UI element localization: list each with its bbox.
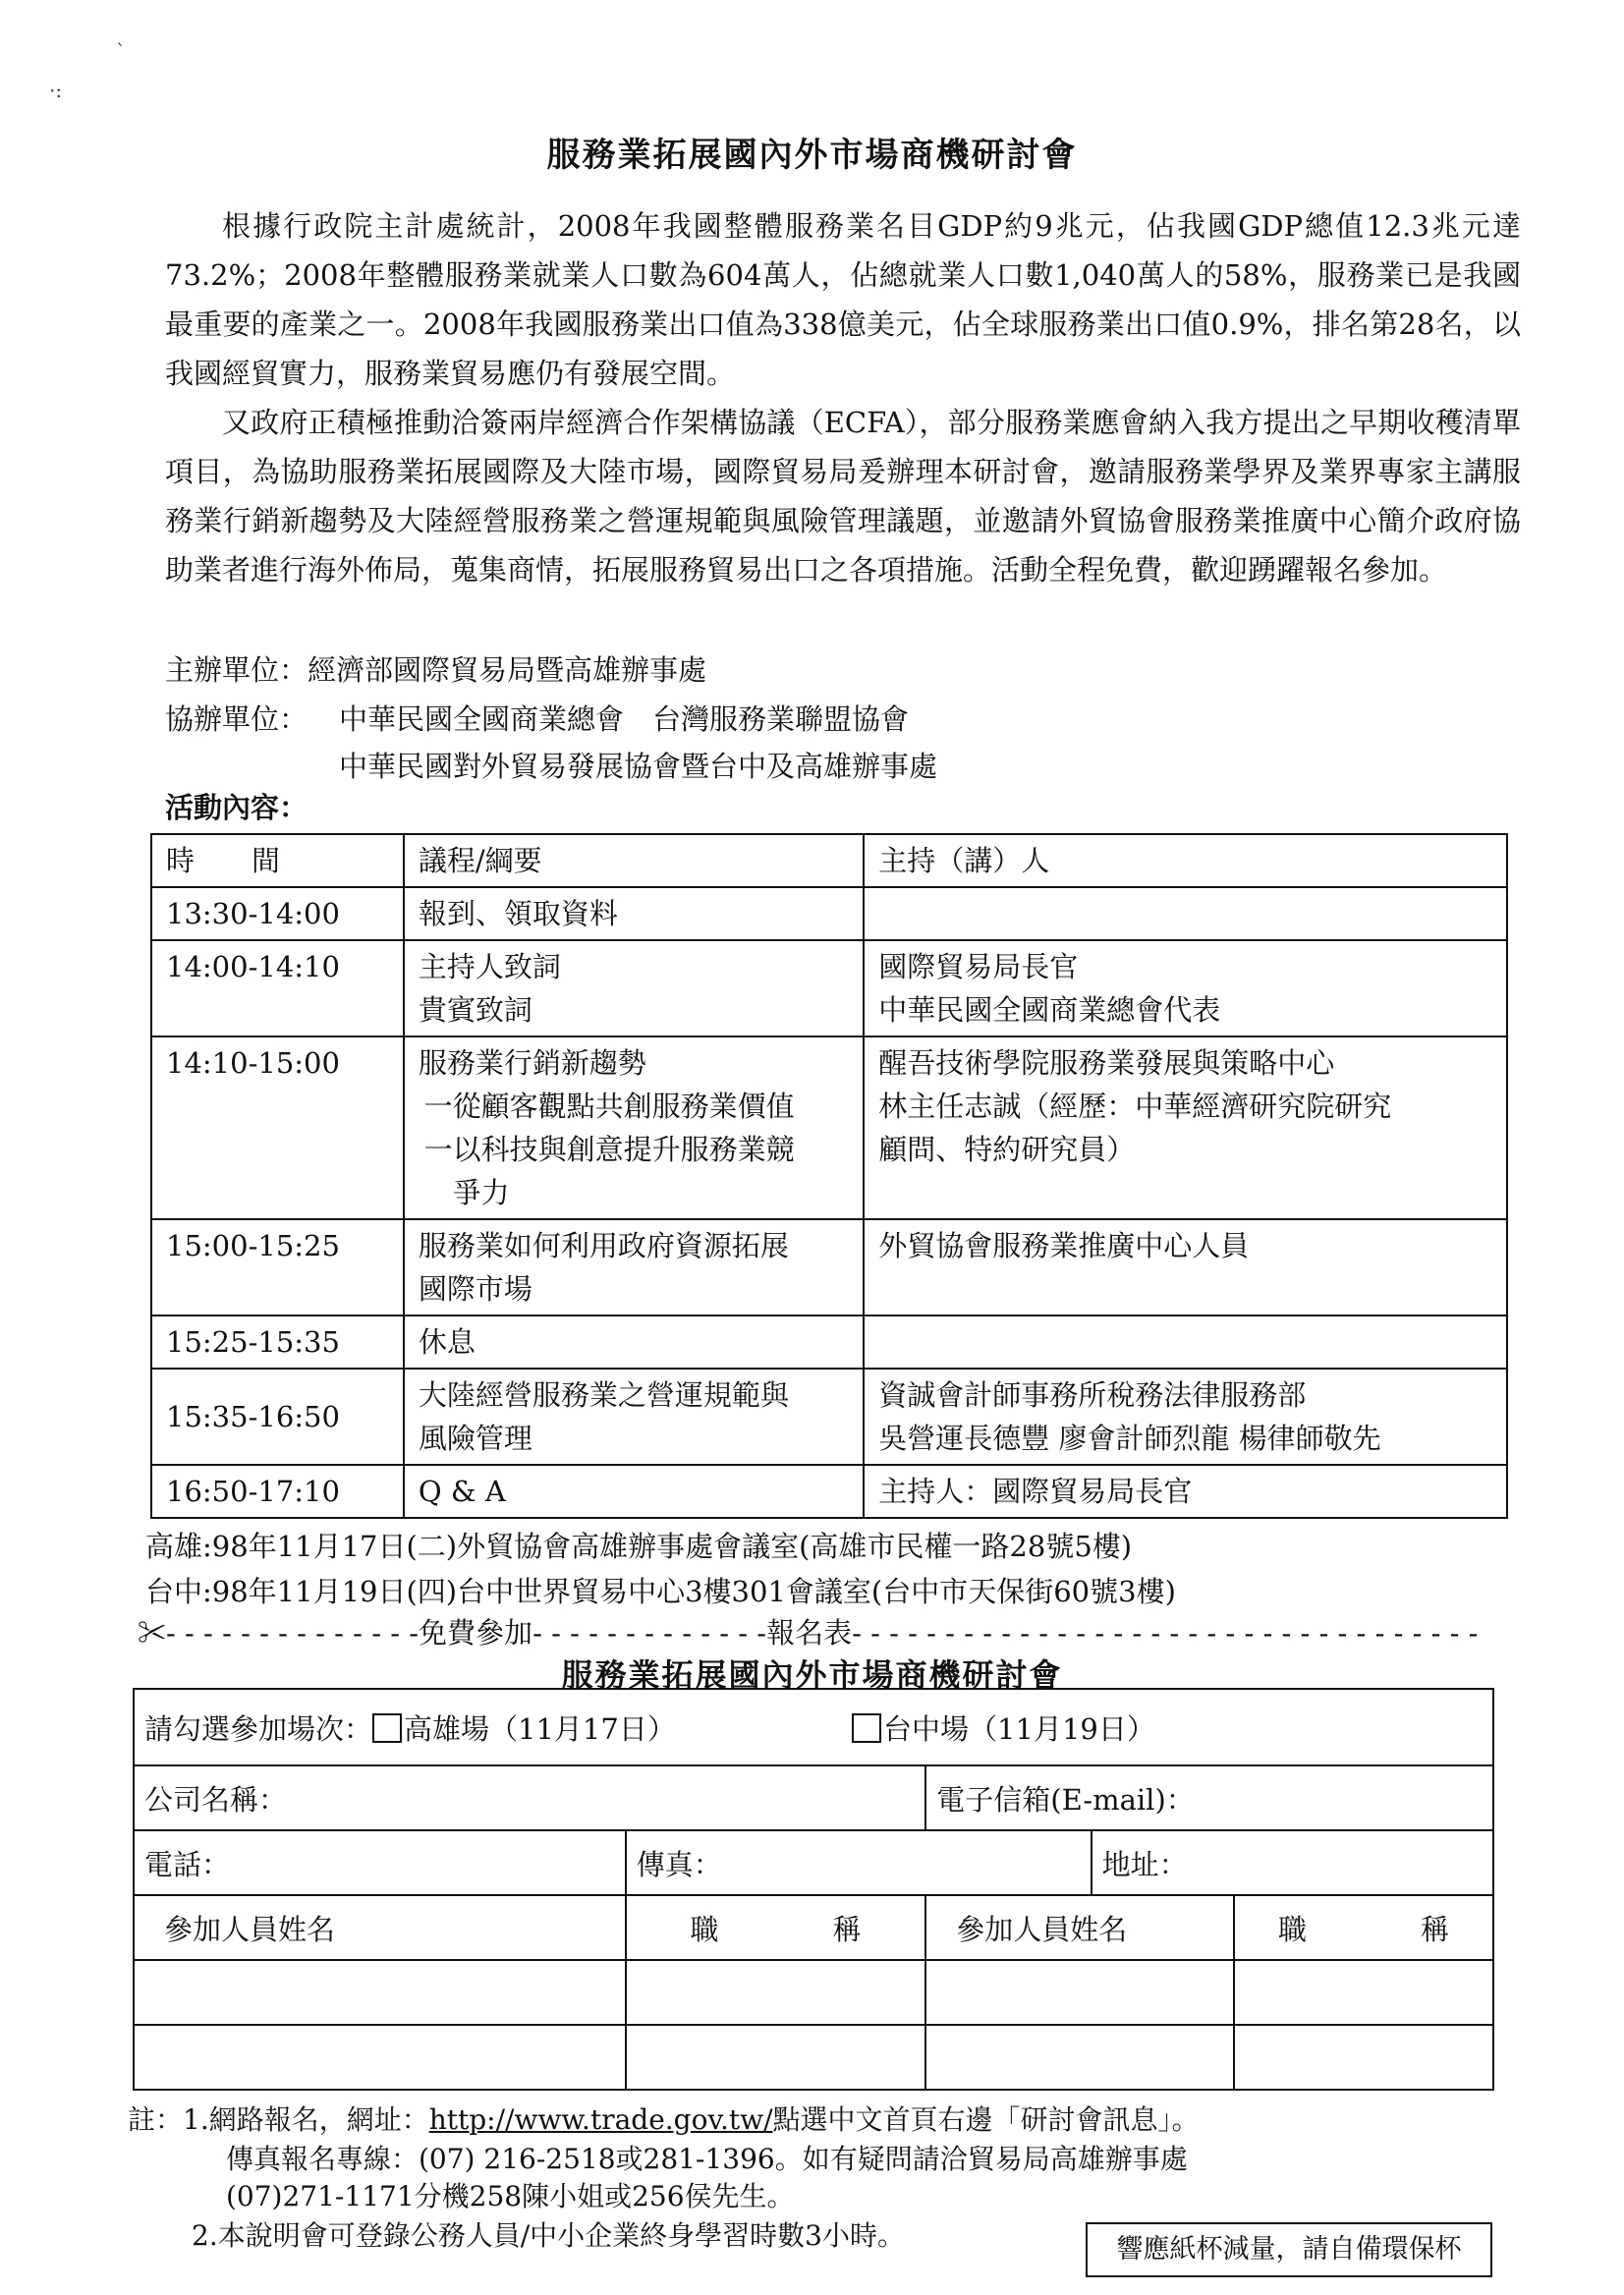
- agenda-time: 14:10-15:00: [151, 1036, 404, 1219]
- taichung-checkbox[interactable]: [852, 1713, 881, 1743]
- form-attendee-row: [134, 1960, 1493, 2025]
- agenda-topic: Q & A: [404, 1465, 864, 1518]
- agenda-row: [151, 1465, 1507, 1518]
- session-cell: [134, 1689, 1493, 1765]
- agenda-row: [151, 1219, 1507, 1315]
- agenda-speaker: 資誠會計師事務所稅務法律服務部 吳營運長德豐 廖會計師烈龍 楊律師敬先: [864, 1369, 1507, 1465]
- agenda-speaker: 國際貿易局長官 中華民國全國商業總會代表: [864, 940, 1507, 1036]
- document-title: 服務業拓展國內外市場商機研討會: [546, 136, 1078, 175]
- form-title: 服務業拓展國內外市場商機研討會: [561, 1656, 1063, 1694]
- agenda-topic: 休息: [404, 1315, 864, 1369]
- attendee-title-input[interactable]: [1234, 1960, 1493, 2025]
- col-title-1: 職 稱: [626, 1895, 926, 1960]
- agenda-time: 15:35-16:50: [151, 1369, 404, 1465]
- eco-cup-notice: 響應紙杯減量，請自備環保杯: [1086, 2222, 1492, 2277]
- agenda-speaker: [864, 1315, 1507, 1369]
- agenda-time: 15:00-15:25: [151, 1219, 404, 1315]
- header-time: 時 間: [151, 834, 404, 887]
- col-name-1: 參加人員姓名: [134, 1895, 626, 1960]
- form-attendee-row: [134, 2025, 1493, 2090]
- note-2: 2.本說明會可登錄公務人員/中小企業終身學習時數3小時。: [192, 2219, 905, 2252]
- cut-line-form: 報名表: [766, 1616, 853, 1650]
- agenda-row: [151, 1315, 1507, 1369]
- attendee-name-input[interactable]: [134, 1960, 626, 2025]
- form-header-row: [134, 1895, 1493, 1960]
- scan-mark: ˋ: [116, 39, 126, 63]
- coorganizer-label: 協辦單位：: [165, 702, 308, 736]
- fax-field[interactable]: 傳真：: [626, 1830, 1092, 1895]
- registration-form: [133, 1688, 1494, 2091]
- header-speaker: 主持（講）人: [864, 834, 1507, 887]
- agenda-table: [150, 833, 1508, 1519]
- agenda-speaker: 外貿協會服務業推廣中心人員: [864, 1219, 1507, 1315]
- col-name-2: 參加人員姓名: [925, 1895, 1234, 1960]
- form-session-row: [134, 1689, 1493, 1765]
- session-label: 請勾選參加場次：: [144, 1711, 373, 1746]
- agenda-topic: 服務業行銷新趨勢 一從顧客觀點共創服務業價值 一以科技與創意提升服務業競 爭力: [404, 1036, 864, 1219]
- agenda-row: [151, 1369, 1507, 1465]
- agenda-time: 15:25-15:35: [151, 1315, 404, 1369]
- note-1-fax: 傳真報名專線：(07) 216-2518或281-1396。如有疑問請洽貿易局高雄辦事處: [226, 2143, 1188, 2175]
- attendee-title-input[interactable]: [626, 1960, 926, 2025]
- intro-paragraph-2: 又政府正積極推動洽簽兩岸經濟合作架構協議（ECFA），部分服務業應會納入我方提出之早期收穫清單項目，為協助服務業拓展國際及大陸市場，國際貿易局爰辦理本研討會，邀請服務業學界及業界專家主講服務業行銷新趨勢及大陸經營服務業之營運規範與風險管理議題，並邀請外貿協會服務業推廣中心簡介政府協助業者進行海外佈局，蒐集商情，拓展服務貿易出口之各項措施。活動全程免費，歡迎踴躍報名參加。: [165, 406, 1521, 587]
- taichung-option: 台中場（11月19日）: [883, 1711, 1155, 1746]
- coorganizer-line-1: 中華民國全國商業總會 台灣服務業聯盟協會: [339, 702, 910, 736]
- agenda-speaker: [864, 887, 1507, 940]
- phone-field[interactable]: 電話：: [134, 1830, 626, 1895]
- email-field[interactable]: 電子信箱(E-mail)：: [925, 1765, 1493, 1830]
- cut-line-free: 免費參加: [419, 1616, 533, 1650]
- agenda-speaker: 主持人：國際貿易局長官: [864, 1465, 1507, 1518]
- attendee-title-input[interactable]: [1234, 2025, 1493, 2090]
- scissors-icon: ✂: [138, 1616, 167, 1650]
- header-topic: 議程/綱要: [404, 834, 864, 887]
- agenda-time: 13:30-14:00: [151, 887, 404, 940]
- note-1: 註：1.網路報名，網址：http://www.trade.gov.tw/點選中文首頁右邊「研討會訊息」。: [128, 2103, 1200, 2136]
- scan-mark: ·:: [49, 79, 63, 102]
- agenda-topic: 大陸經營服務業之營運規範與 風險管理: [404, 1369, 864, 1465]
- coorganizer-line-2: 中華民國對外貿易發展協會暨台中及高雄辦事處: [339, 750, 938, 783]
- kaohsiung-option: 高雄場（11月17日）: [404, 1711, 676, 1746]
- form-company-row: [134, 1765, 1493, 1830]
- agenda-time: 16:50-17:10: [151, 1465, 404, 1518]
- attendee-name-input[interactable]: [134, 2025, 626, 2090]
- kaohsiung-checkbox[interactable]: [372, 1713, 402, 1743]
- agenda-row: [151, 887, 1507, 940]
- address-field[interactable]: 地址：: [1092, 1830, 1493, 1895]
- agenda-row: [151, 940, 1507, 1036]
- cut-line: ✂- - - - - - - - - - - - - -免費參加- - - - - - - - - - - - -報名表- - - - - - - - - - - - - - - - - - - - - - - - - - - - - - - - - -: [138, 1616, 1479, 1650]
- company-field[interactable]: 公司名稱：: [134, 1765, 925, 1830]
- attendee-name-input[interactable]: [925, 1960, 1234, 2025]
- attendee-name-input[interactable]: [925, 2025, 1234, 2090]
- agenda-topic: 報到、領取資料: [404, 887, 864, 940]
- venue-kaohsiung: 高雄:98年11月17日(二)外貿協會高雄辦事處會議室(高雄市民權一路28號5樓): [145, 1530, 1133, 1563]
- agenda-row: [151, 1036, 1507, 1219]
- agenda-speaker: 醒吾技術學院服務業發展與策略中心 林主任志誠（經歷：中華經濟研究院研究 顧問、特約研究員）: [864, 1036, 1507, 1219]
- trade-website-link[interactable]: http://www.trade.gov.tw/: [428, 2103, 773, 2136]
- attendee-title-input[interactable]: [626, 2025, 926, 2090]
- venue-taichung: 台中:98年11月19日(四)台中世界貿易中心3樓301會議室(台中市天保街60號3樓): [145, 1575, 1176, 1608]
- agenda-header-row: [151, 834, 1507, 887]
- intro-paragraph-1: 根據行政院主計處統計，2008年我國整體服務業名目GDP約9兆元，佔我國GDP總值12.3兆元達73.2%；2008年整體服務業就業人口數為604萬人，佔總就業人口數1,040萬人的58%，服務業已是我國最重要的產業之一。2008年我國服務業出口值為338億美元，佔全球服務業出口值0.9%，排名第28名，以我國經貿實力，服務業貿易應仍有發展空間。: [165, 209, 1521, 390]
- col-title-2: 職 稱: [1234, 1895, 1493, 1960]
- agenda-topic: 主持人致詞 貴賓致詞: [404, 940, 864, 1036]
- activity-label: 活動內容：: [165, 791, 308, 824]
- note-1-contact: (07)271-1171分機258陳小姐或256侯先生。: [226, 2180, 795, 2212]
- agenda-topic: 服務業如何利用政府資源拓展 國際市場: [404, 1219, 864, 1315]
- agenda-time: 14:00-14:10: [151, 940, 404, 1036]
- organizer: 主辦單位：經濟部國際貿易局暨高雄辦事處: [165, 653, 707, 687]
- form-contact-row: [134, 1830, 1493, 1895]
